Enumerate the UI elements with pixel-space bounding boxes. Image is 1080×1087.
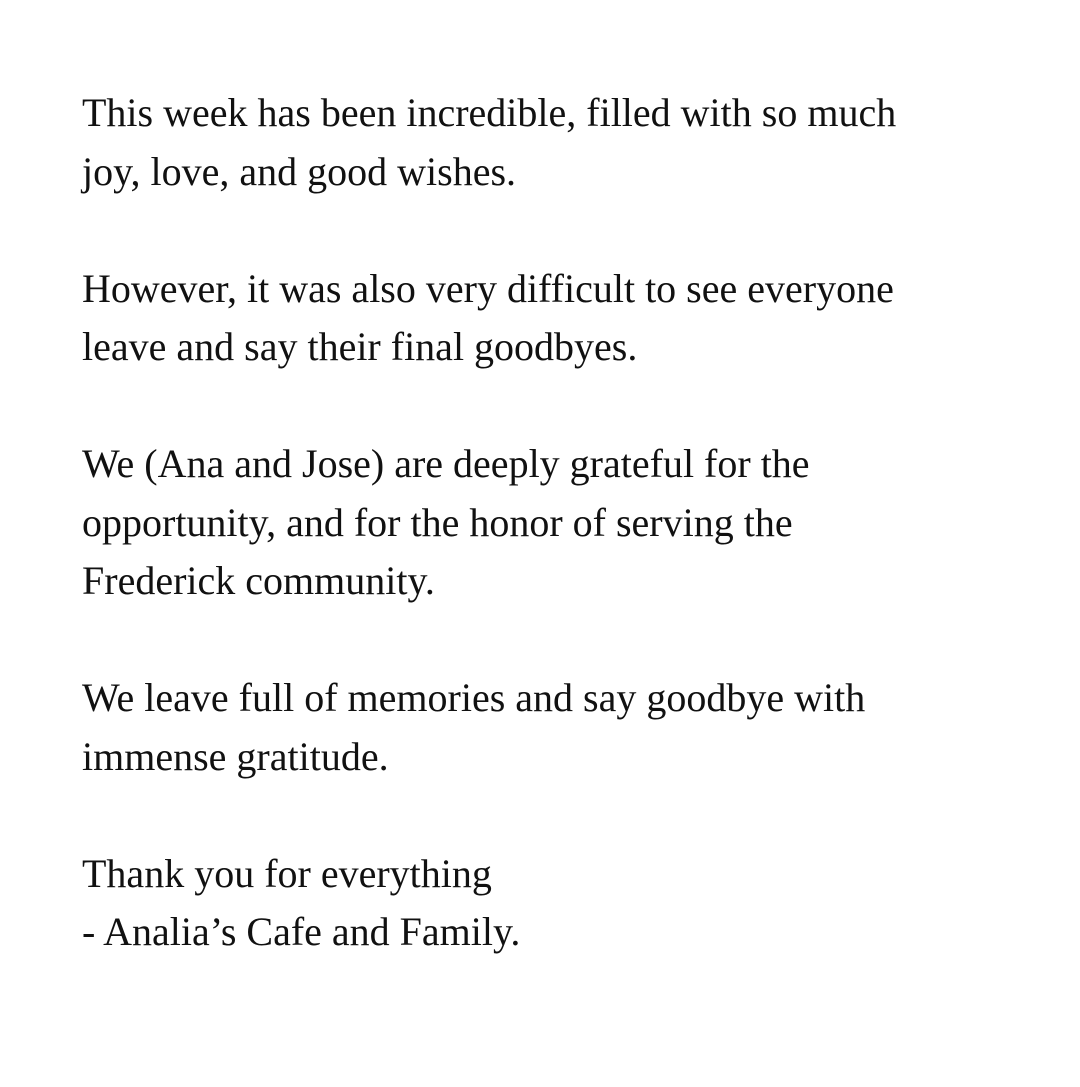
closing-signature: - Analia’s Cafe and Family. [82, 909, 521, 954]
message-line: We leave full of memories and say goodbye with [82, 675, 866, 720]
message-line: leave and say their final goodbyes. [82, 324, 638, 369]
message-line: However, it was also very difficult to see everyone [82, 265, 894, 311]
message-paragraph-4 [82, 669, 998, 786]
message-line: We (Ana and Jose) are deeply grateful for the [82, 441, 810, 486]
message-line: joy, love, and good wishes. [82, 148, 517, 194]
closing-thanks: Thank you for everything [82, 850, 492, 896]
message-paragraph-1 [82, 84, 998, 201]
message-line: immense gratitude. [82, 733, 389, 779]
message-line: opportunity, and for the honor of serving the [82, 499, 793, 545]
message-line: Frederick community. [82, 558, 435, 603]
closing-block [82, 845, 998, 962]
farewell-message [82, 84, 998, 962]
message-line: This week has been incredible, filled with so much [82, 90, 897, 135]
message-paragraph-2 [82, 260, 998, 377]
message-paragraph-3 [82, 435, 998, 611]
